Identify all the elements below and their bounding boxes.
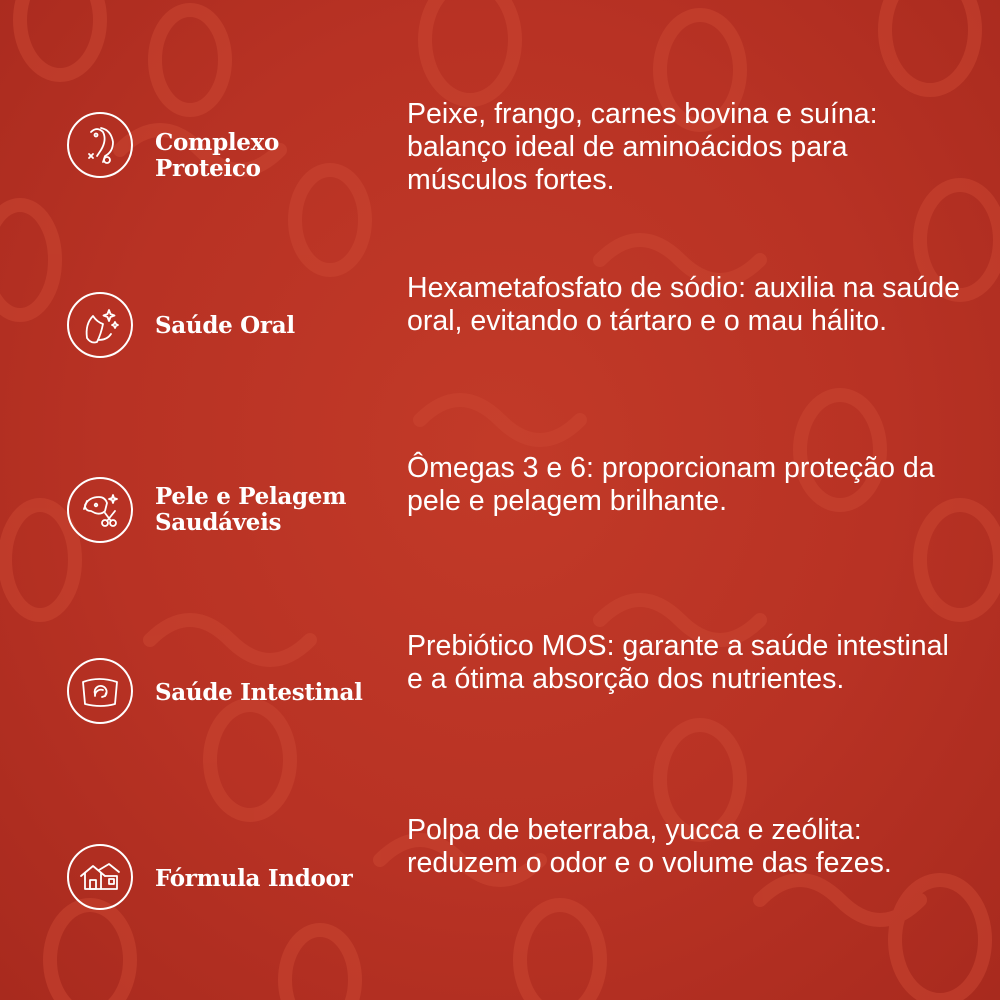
benefit-description: Polpa de beterraba, yucca e zeólita: reduzem o odor e o volume das fezes. [407,814,892,879]
benefit-title: Saúde Intestinal [155,679,363,706]
dog-grooming-icon [67,477,133,543]
benefit-item-pele-pelagem [0,432,1000,562]
benefit-description: Prebiótico MOS: garante a saúde intestinal e a ótima absorção dos nutrientes. [407,630,949,695]
benefit-title: Pele e Pelagem Saudáveis [155,483,347,536]
benefit-item-formula-indoor [0,798,1000,928]
benefit-item-proteico [0,80,1000,210]
fish-chicken-icon [67,112,133,178]
benefit-title: Complexo Proteico [155,129,280,182]
benefit-description: Peixe, frango, carnes bovina e suína: balanço ideal de aminoácidos para músculos fortes. [407,98,878,196]
benefit-description: Hexametafosfato de sódio: auxilia na saúde oral, evitando o tártaro e o mau hálito. [407,272,960,337]
intestine-icon [67,658,133,724]
benefit-title: Saúde Oral [155,312,295,339]
benefit-item-saude-oral [0,250,1000,380]
house-icon [67,844,133,910]
benefit-title: Fórmula Indoor [155,865,353,892]
tooth-sparkle-icon [67,292,133,358]
benefit-item-saude-intestinal [0,612,1000,742]
benefit-description: Ômegas 3 e 6: proporcionam proteção da pele e pelagem brilhante. [407,452,935,517]
